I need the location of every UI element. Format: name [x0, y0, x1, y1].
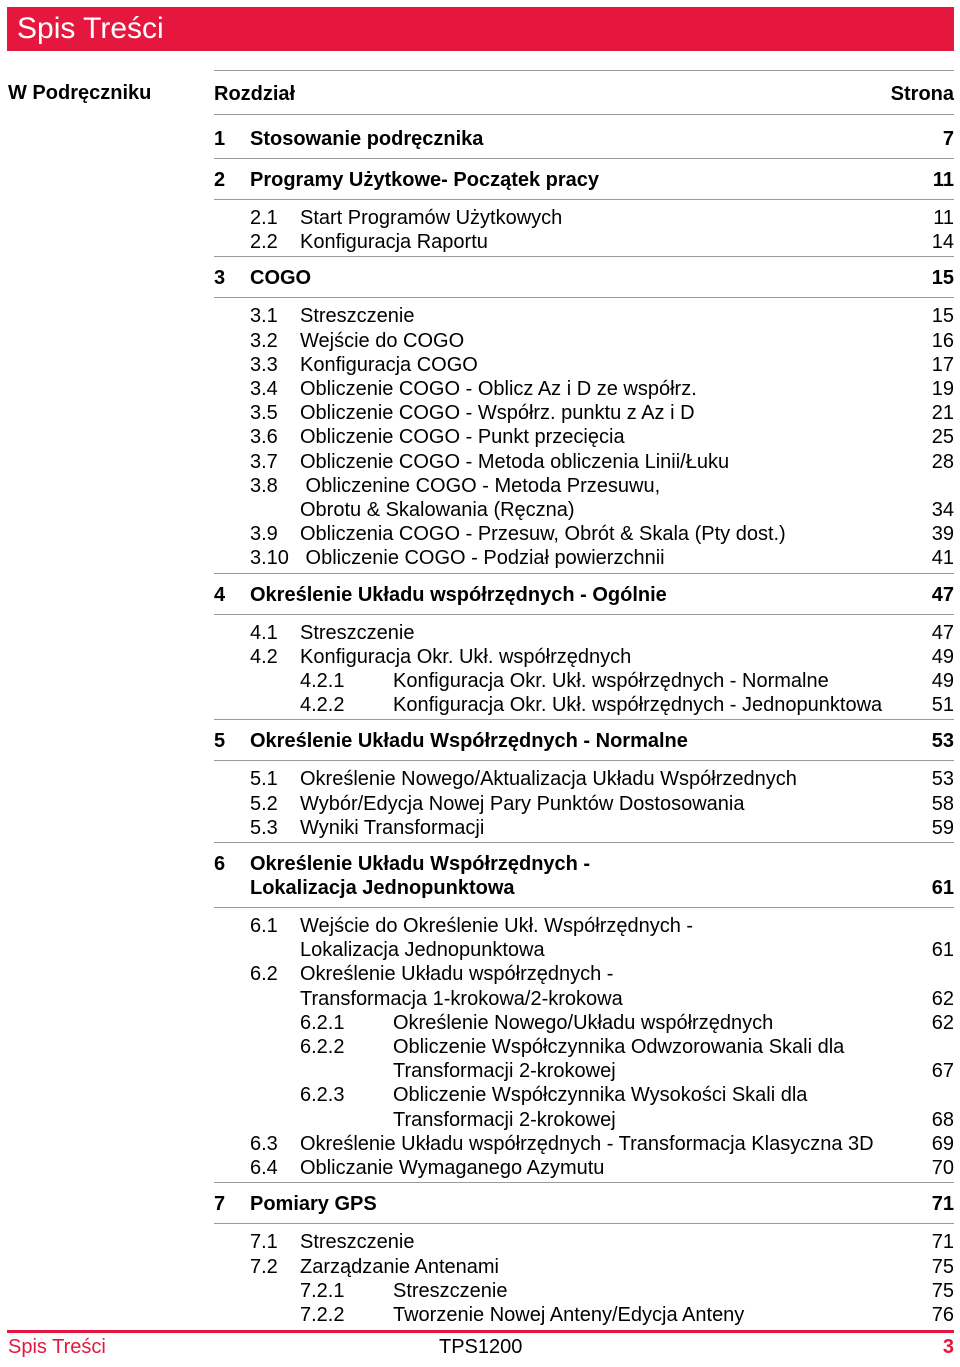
chapter-page-number: 15 [931, 267, 954, 290]
subsection-entry[interactable] [214, 474, 954, 522]
subsection-entry[interactable] [214, 914, 954, 962]
chapter-page-number: 7 [942, 128, 954, 150]
section-title [393, 1011, 954, 1035]
entry-title-line: Zarządzanie Antenami [300, 1255, 500, 1278]
section-page-number: 71 [931, 1231, 954, 1254]
entry-title-line: Konfiguracja Raportu [300, 231, 488, 254]
entry-title-line: Obliczenie COGO - Punkt przecięcia [300, 426, 625, 449]
entry-title-line: Obliczenie COGO - Współrz. punktu z Az i D [300, 402, 695, 425]
chapter-number: 7 [214, 1193, 226, 1216]
entry-title-line: COGO [250, 267, 312, 290]
section-number: 6.3 [250, 1132, 278, 1155]
section-page-number: 41 [931, 547, 954, 570]
section-number: 7.1 [250, 1231, 278, 1254]
section-page-number: 47 [931, 621, 954, 644]
footer-section-name: Spis Treści [8, 1336, 106, 1358]
chapter-title [250, 168, 954, 192]
entry-title-line: Obliczenie COGO - Oblicz Az i D ze współrz. [300, 378, 697, 401]
section-title [300, 1156, 954, 1180]
page-title-bar [7, 7, 954, 51]
subsection-list [214, 908, 954, 1182]
subsection-list [214, 298, 954, 572]
section-number: 3.4 [250, 378, 278, 401]
chapter-number: 3 [214, 267, 226, 290]
entry-title-line: Programy Użytkowe- Początek pracy [250, 169, 600, 191]
section-number: 6.4 [250, 1157, 278, 1180]
section-number: 7.2 [250, 1255, 278, 1278]
subsection-entry[interactable] [214, 767, 954, 791]
entry-title-line: Streszczenie [300, 1231, 415, 1254]
page-title: Spis Treści [17, 12, 164, 45]
section-number: 3.9 [250, 523, 278, 546]
section-number: 3.6 [250, 426, 278, 449]
section-title [300, 353, 954, 377]
entry-title-line: Stosowanie podręcznika [250, 128, 484, 150]
subsubsection-entry[interactable] [214, 1011, 954, 1035]
subsection-list [214, 615, 954, 720]
section-title [300, 304, 954, 328]
entry-title-line: Obliczenie Współczynnika Wysokości Skali dla [393, 1084, 808, 1107]
entry-title-line: Obliczenia COGO - Przesuw, Obrót & Skala (Pty dost.) [300, 523, 786, 546]
section-page-number: 59 [931, 816, 954, 839]
entry-title-line: Obliczenie Współczynnika Odwzorowania Skali dla [393, 1036, 845, 1059]
section-page-number: 75 [931, 1279, 954, 1302]
section-title [300, 767, 954, 791]
section-number: 4.2.2 [300, 694, 345, 717]
entry-title-line: Wyniki Transformacji [300, 816, 485, 839]
section-page-number: 69 [931, 1132, 954, 1155]
section-title [300, 1132, 954, 1156]
subsection-list [214, 200, 954, 256]
section-number: 7.2.1 [300, 1279, 345, 1302]
subsection-entry[interactable] [214, 450, 954, 474]
section-title [393, 693, 954, 717]
subsection-entry[interactable] [214, 816, 954, 840]
subsection-entry[interactable] [214, 1230, 954, 1254]
section-number: 3.10 [250, 547, 289, 570]
page-column-header: Strona [890, 83, 954, 105]
section-title [300, 962, 954, 1010]
chapter-entry[interactable] [214, 257, 954, 297]
chapter-title [250, 729, 954, 753]
toc-body [214, 114, 954, 1329]
chapter-entry[interactable] [214, 720, 954, 760]
section-page-number: 62 [931, 1011, 954, 1034]
section-page-number: 11 [933, 207, 954, 229]
section-number: 3.3 [250, 353, 278, 376]
entry-title-line: Streszczenie [300, 305, 415, 328]
section-title [300, 1230, 954, 1254]
chapter-title [250, 1192, 954, 1216]
section-page-number: 70 [931, 1157, 954, 1180]
section-page-number: 62 [931, 987, 954, 1010]
chapter-title [250, 852, 954, 900]
section-title [300, 792, 954, 816]
entry-title-line: Transformacji 2-krokowej [393, 1108, 616, 1131]
section-page-number: 51 [931, 694, 954, 717]
section-title [300, 546, 954, 570]
entry-title-line: Konfiguracja Okr. Ukł. współrzędnych [300, 645, 632, 668]
section-page-number: 39 [931, 523, 954, 546]
section-page-number: 14 [931, 231, 954, 254]
entry-title-line: Wejście do Określenie Ukł. Współrzędnych - [300, 915, 694, 938]
section-number: 3.2 [250, 329, 278, 352]
subsection-entry[interactable] [214, 304, 954, 328]
section-page-number: 61 [931, 939, 954, 962]
chapter-title [250, 266, 954, 290]
subsection-entry[interactable] [214, 546, 954, 570]
toc-header [214, 71, 954, 114]
entry-title-line: Pomiary GPS [250, 1193, 377, 1216]
section-page-number: 53 [931, 768, 954, 791]
entry-title-line: Streszczenie [393, 1279, 508, 1302]
section-number: 4.2.1 [300, 670, 345, 693]
subsubsection-entry[interactable] [214, 669, 954, 693]
section-number: 7.2.2 [300, 1303, 345, 1326]
section-title [300, 621, 954, 645]
footer-product-name: TPS1200 [439, 1336, 523, 1358]
section-number: 6.2 [250, 963, 278, 986]
entry-title-line: Obliczenie COGO - Metoda obliczenia Linii/Łuku [300, 450, 730, 473]
entry-title-line: Wybór/Edycja Nowej Pary Punktów Dostosowania [300, 792, 745, 815]
chapter-number: 1 [214, 128, 226, 150]
chapter-entry[interactable] [214, 843, 954, 907]
section-title [300, 401, 954, 425]
section-number: 3.5 [250, 402, 278, 425]
entry-title-line: Obliczanie Wymaganego Azymutu [300, 1157, 605, 1180]
section-title [300, 1255, 954, 1279]
section-title [300, 425, 954, 449]
chapter-number: 6 [214, 853, 226, 876]
chapter-entry[interactable] [214, 159, 954, 199]
section-title [300, 816, 954, 840]
subsection-list [214, 761, 954, 842]
section-title [300, 450, 954, 474]
entry-title-line: Tworzenie Nowej Anteny/Edycja Anteny [393, 1303, 745, 1326]
chapter-page-number: 71 [931, 1193, 954, 1216]
section-page-number: 17 [931, 353, 954, 376]
entry-title-line: Streszczenie [300, 621, 415, 644]
subsubsection-entry[interactable] [214, 1279, 954, 1303]
chapter-number: 5 [214, 730, 226, 753]
section-page-number: 15 [931, 305, 954, 328]
section-number: 6.2.1 [300, 1011, 345, 1034]
section-page-number: 49 [931, 645, 954, 668]
entry-title-line: Konfiguracja Okr. Ukł. współrzędnych - Normalne [393, 670, 829, 693]
section-label: W Podręczniku [8, 82, 152, 104]
chapter-title [250, 127, 954, 151]
entry-title-line: Lokalizacja Jednopunktowa [250, 877, 515, 900]
section-title [300, 329, 954, 353]
subsection-entry[interactable] [214, 792, 954, 816]
chapter-column-header: Rozdział [214, 83, 296, 105]
chapter-number: 2 [214, 169, 226, 191]
chapter-entry[interactable] [214, 1183, 954, 1223]
table-of-contents [214, 70, 954, 1329]
section-title [300, 377, 954, 401]
entry-title-line: Określenie Układu Współrzędnych - [250, 853, 591, 876]
footer-page-number: 3 [942, 1336, 954, 1358]
entry-title-line: Obliczenie COGO - Podział powierzchnii [300, 547, 665, 570]
section-number: 4.1 [250, 621, 278, 644]
subsection-entry[interactable] [214, 230, 954, 254]
section-title [300, 230, 954, 254]
entry-title-line: Określenie Nowego/Układu współrzędnych [393, 1011, 774, 1034]
section-number: 5.2 [250, 792, 278, 815]
subsection-entry[interactable] [214, 353, 954, 377]
subsubsection-entry[interactable] [214, 1035, 954, 1083]
section-number: 3.7 [250, 450, 278, 473]
entry-title-line: Określenie Układu współrzędnych - Ogólnie [250, 583, 667, 606]
section-title [300, 474, 954, 522]
entry-title-line: Konfiguracja Okr. Ukł. współrzędnych - Jednopunktowa [393, 694, 883, 717]
section-title [393, 1083, 954, 1131]
subsection-entry[interactable] [214, 329, 954, 353]
section-page-number: 25 [931, 426, 954, 449]
section-page-number: 16 [931, 329, 954, 352]
section-number: 6.2.3 [300, 1084, 345, 1107]
entry-title-line: Określenie Nowego/Aktualizacja Układu Współrzednych [300, 768, 797, 791]
entry-title-line: Transformacji 2-krokowej [393, 1060, 616, 1083]
subsubsection-entry[interactable] [214, 693, 954, 717]
section-number: 5.3 [250, 816, 278, 839]
chapter-title [250, 583, 954, 607]
section-page-number: 58 [931, 792, 954, 815]
section-page-number: 34 [931, 499, 954, 522]
subsection-entry[interactable] [214, 425, 954, 449]
subsection-entry[interactable] [214, 1132, 954, 1156]
section-number: 5.1 [250, 768, 278, 791]
subsubsection-entry[interactable] [214, 1083, 954, 1131]
chapter-entry[interactable] [214, 115, 954, 158]
entry-title-line: Obrotu & Skalowania (Ręczna) [300, 499, 575, 522]
section-number: 2.1 [250, 207, 278, 229]
entry-title-line: Konfiguracja COGO [300, 353, 478, 376]
entry-title-line: Obliczenine COGO - Metoda Przesuwu, [300, 474, 661, 497]
subsection-entry[interactable] [214, 645, 954, 669]
chapter-page-number: 53 [931, 730, 954, 753]
section-number: 4.2 [250, 645, 278, 668]
section-number: 3.8 [250, 474, 278, 497]
section-page-number: 75 [931, 1255, 954, 1278]
subsection-entry[interactable] [214, 1255, 954, 1279]
section-page-number: 49 [931, 670, 954, 693]
chapter-page-number: 47 [931, 583, 954, 606]
section-page-number: 19 [931, 378, 954, 401]
entry-title-line: Lokalizacja Jednopunktowa [300, 939, 545, 962]
chapter-number: 4 [214, 583, 226, 606]
subsection-entry[interactable] [214, 962, 954, 1010]
entry-title-line: Start Programów Użytkowych [300, 207, 563, 229]
chapter-entry[interactable] [214, 574, 954, 614]
entry-title-line: Wejście do COGO [300, 329, 465, 352]
entry-title-line: Określenie Układu współrzędnych - Transformacja Klasyczna 3D [300, 1132, 874, 1155]
subsubsection-entry[interactable] [214, 1303, 954, 1327]
footer-divider [7, 1330, 954, 1333]
section-title [300, 206, 954, 230]
subsection-entry[interactable] [214, 522, 954, 546]
section-title [393, 1303, 954, 1327]
section-page-number: 28 [931, 450, 954, 473]
section-number: 6.2.2 [300, 1036, 345, 1059]
subsection-entry[interactable] [214, 621, 954, 645]
section-page-number: 67 [931, 1060, 954, 1083]
subsection-entry[interactable] [214, 1156, 954, 1180]
subsection-entry[interactable] [214, 401, 954, 425]
section-title [300, 645, 954, 669]
section-title [393, 1035, 954, 1083]
section-number: 2.2 [250, 231, 278, 254]
section-title [300, 914, 954, 962]
section-title [300, 522, 954, 546]
section-number: 3.1 [250, 305, 278, 328]
chapter-page-number: 61 [931, 877, 954, 900]
section-number: 6.1 [250, 915, 278, 938]
entry-title-line: Określenie Układu Współrzędnych - Normalne [250, 730, 688, 753]
subsection-entry[interactable] [214, 377, 954, 401]
section-page-number: 68 [931, 1108, 954, 1131]
entry-title-line: Określenie Układu współrzędnych - [300, 963, 614, 986]
entry-title-line: Transformacja 1-krokowa/2-krokowa [300, 987, 623, 1010]
section-page-number: 76 [931, 1303, 954, 1326]
section-title [393, 669, 954, 693]
chapter-page-number: 11 [932, 169, 954, 191]
section-page-number: 21 [931, 402, 954, 425]
subsection-list [214, 1224, 954, 1329]
section-title [393, 1279, 954, 1303]
subsection-entry[interactable] [214, 206, 954, 230]
